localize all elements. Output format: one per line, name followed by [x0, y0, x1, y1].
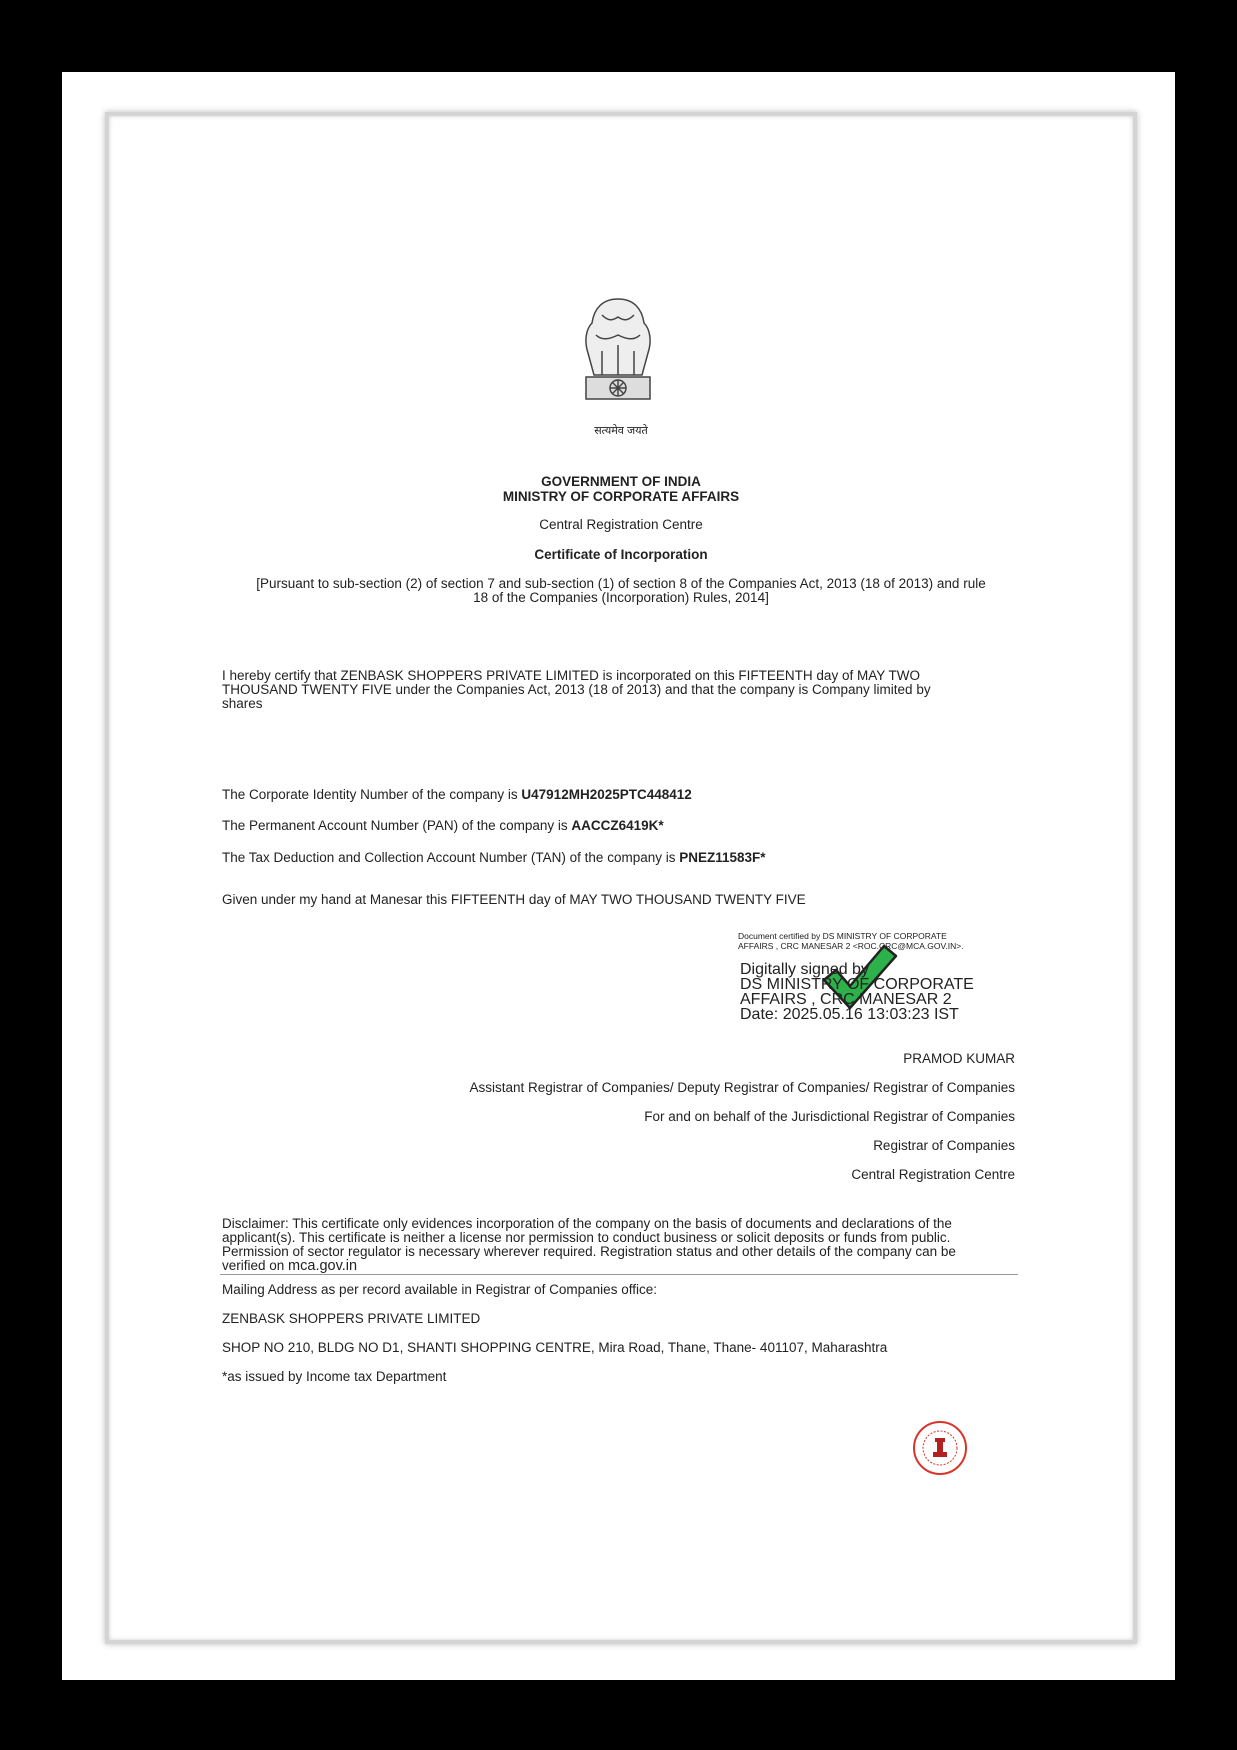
digital-signature: [740, 962, 974, 1022]
divider: [220, 1274, 1018, 1275]
cin-label: The Corporate Identity Number of the company is: [222, 787, 522, 802]
mailing-company: ZENBASK SHOPPERS PRIVATE LIMITED: [222, 1311, 481, 1326]
tan-value: PNEZ11583F*: [679, 850, 766, 865]
tan-label: The Tax Deduction and Collection Account Number (TAN) of the company is: [222, 850, 680, 865]
signatory-name: PRAMOD KUMAR: [903, 1051, 1015, 1066]
disclaimer-line-1: Disclaimer: This certificate only evidences incorporation of the company on the basis of documents and declarations of the: [222, 1216, 952, 1231]
signed-line-4: Date: 2025.05.16 13:03:23 IST: [740, 1006, 959, 1023]
certified-line-2: AFFAIRS , CRC MANESAR 2 <ROC.CRC@MCA.GOV.IN>.: [738, 941, 964, 951]
pan-value: AACCZ6419K*: [571, 818, 664, 833]
signatory-behalf: For and on behalf of the Jurisdictional Registrar of Companies: [644, 1109, 1015, 1124]
signed-line-2: DS MINISTRY OF CORPORATE: [740, 976, 974, 993]
certify-line-1: I hereby certify that ZENBASK SHOPPERS PRIVATE LIMITED is incorporated on this FIFTEENTH day of MAY TWO: [222, 668, 920, 683]
pan-label: The Permanent Account Number (PAN) of the company is: [222, 818, 572, 833]
certificate-title: Certificate of Incorporation: [534, 547, 708, 562]
pursuant-line-1: [Pursuant to sub-section (2) of section 7 and sub-section (1) of section 8 of the Companies Act, 2013 (18 of 2013) and rule: [256, 576, 986, 591]
document-certified-note: [738, 931, 964, 951]
signatory-role: Assistant Registrar of Companies/ Deputy Registrar of Companies/ Registrar of Companies: [469, 1080, 1015, 1095]
disclaimer-line-3: Permission of sector regulator is necessary wherever required. Registration status and other details of the company can be: [222, 1244, 956, 1259]
header-government: GOVERNMENT OF INDIA: [541, 474, 701, 489]
verified-on-text: verified on: [222, 1258, 289, 1273]
cin-value: U47912MH2025PTC448412: [521, 787, 692, 802]
signatory-office: Registrar of Companies: [873, 1138, 1015, 1153]
national-emblem-icon: [572, 295, 664, 440]
emblem-motto: सत्यमेव जयते: [594, 425, 648, 437]
given-line: Given under my hand at Manesar this FIFTEENTH day of MAY TWO THOUSAND TWENTY FIVE: [222, 892, 806, 907]
pan-tan-footnote: *as issued by Income tax Department: [222, 1369, 447, 1384]
registrar-seal-icon: [912, 1420, 968, 1476]
disclaimer-line-2: applicant(s). This certificate is neither a license nor permission to conduct business or solicit deposits or funds from public.: [222, 1230, 951, 1245]
header-centre: Central Registration Centre: [539, 517, 703, 532]
signed-line-1: Digitally signed by: [740, 961, 869, 978]
pursuant-line-2: 18 of the Companies (Incorporation) Rules, 2014]: [473, 590, 769, 605]
signed-line-3: AFFAIRS , CRC MANESAR 2: [740, 991, 952, 1008]
certify-line-2: THOUSAND TWENTY FIVE under the Companies Act, 2013 (18 of 2013) and that the company is Company limited by: [222, 682, 931, 697]
tan-line: [222, 850, 766, 865]
mca-link[interactable]: mca.gov.in: [288, 1258, 358, 1274]
pan-line: [222, 818, 664, 833]
disclaimer-line-4: [222, 1258, 357, 1274]
mailing-address: SHOP NO 210, BLDG NO D1, SHANTI SHOPPING CENTRE, Mira Road, Thane, Thane- 401107, Maharashtra: [222, 1340, 888, 1355]
certify-line-3: shares: [222, 696, 263, 711]
cin-line: [222, 787, 692, 802]
mailing-label: Mailing Address as per record available in Registrar of Companies office:: [222, 1282, 657, 1297]
header-ministry: MINISTRY OF CORPORATE AFFAIRS: [502, 489, 740, 504]
certified-line-1: Document certified by DS MINISTRY OF CORPORATE: [738, 931, 947, 941]
signatory-centre: Central Registration Centre: [851, 1167, 1015, 1182]
